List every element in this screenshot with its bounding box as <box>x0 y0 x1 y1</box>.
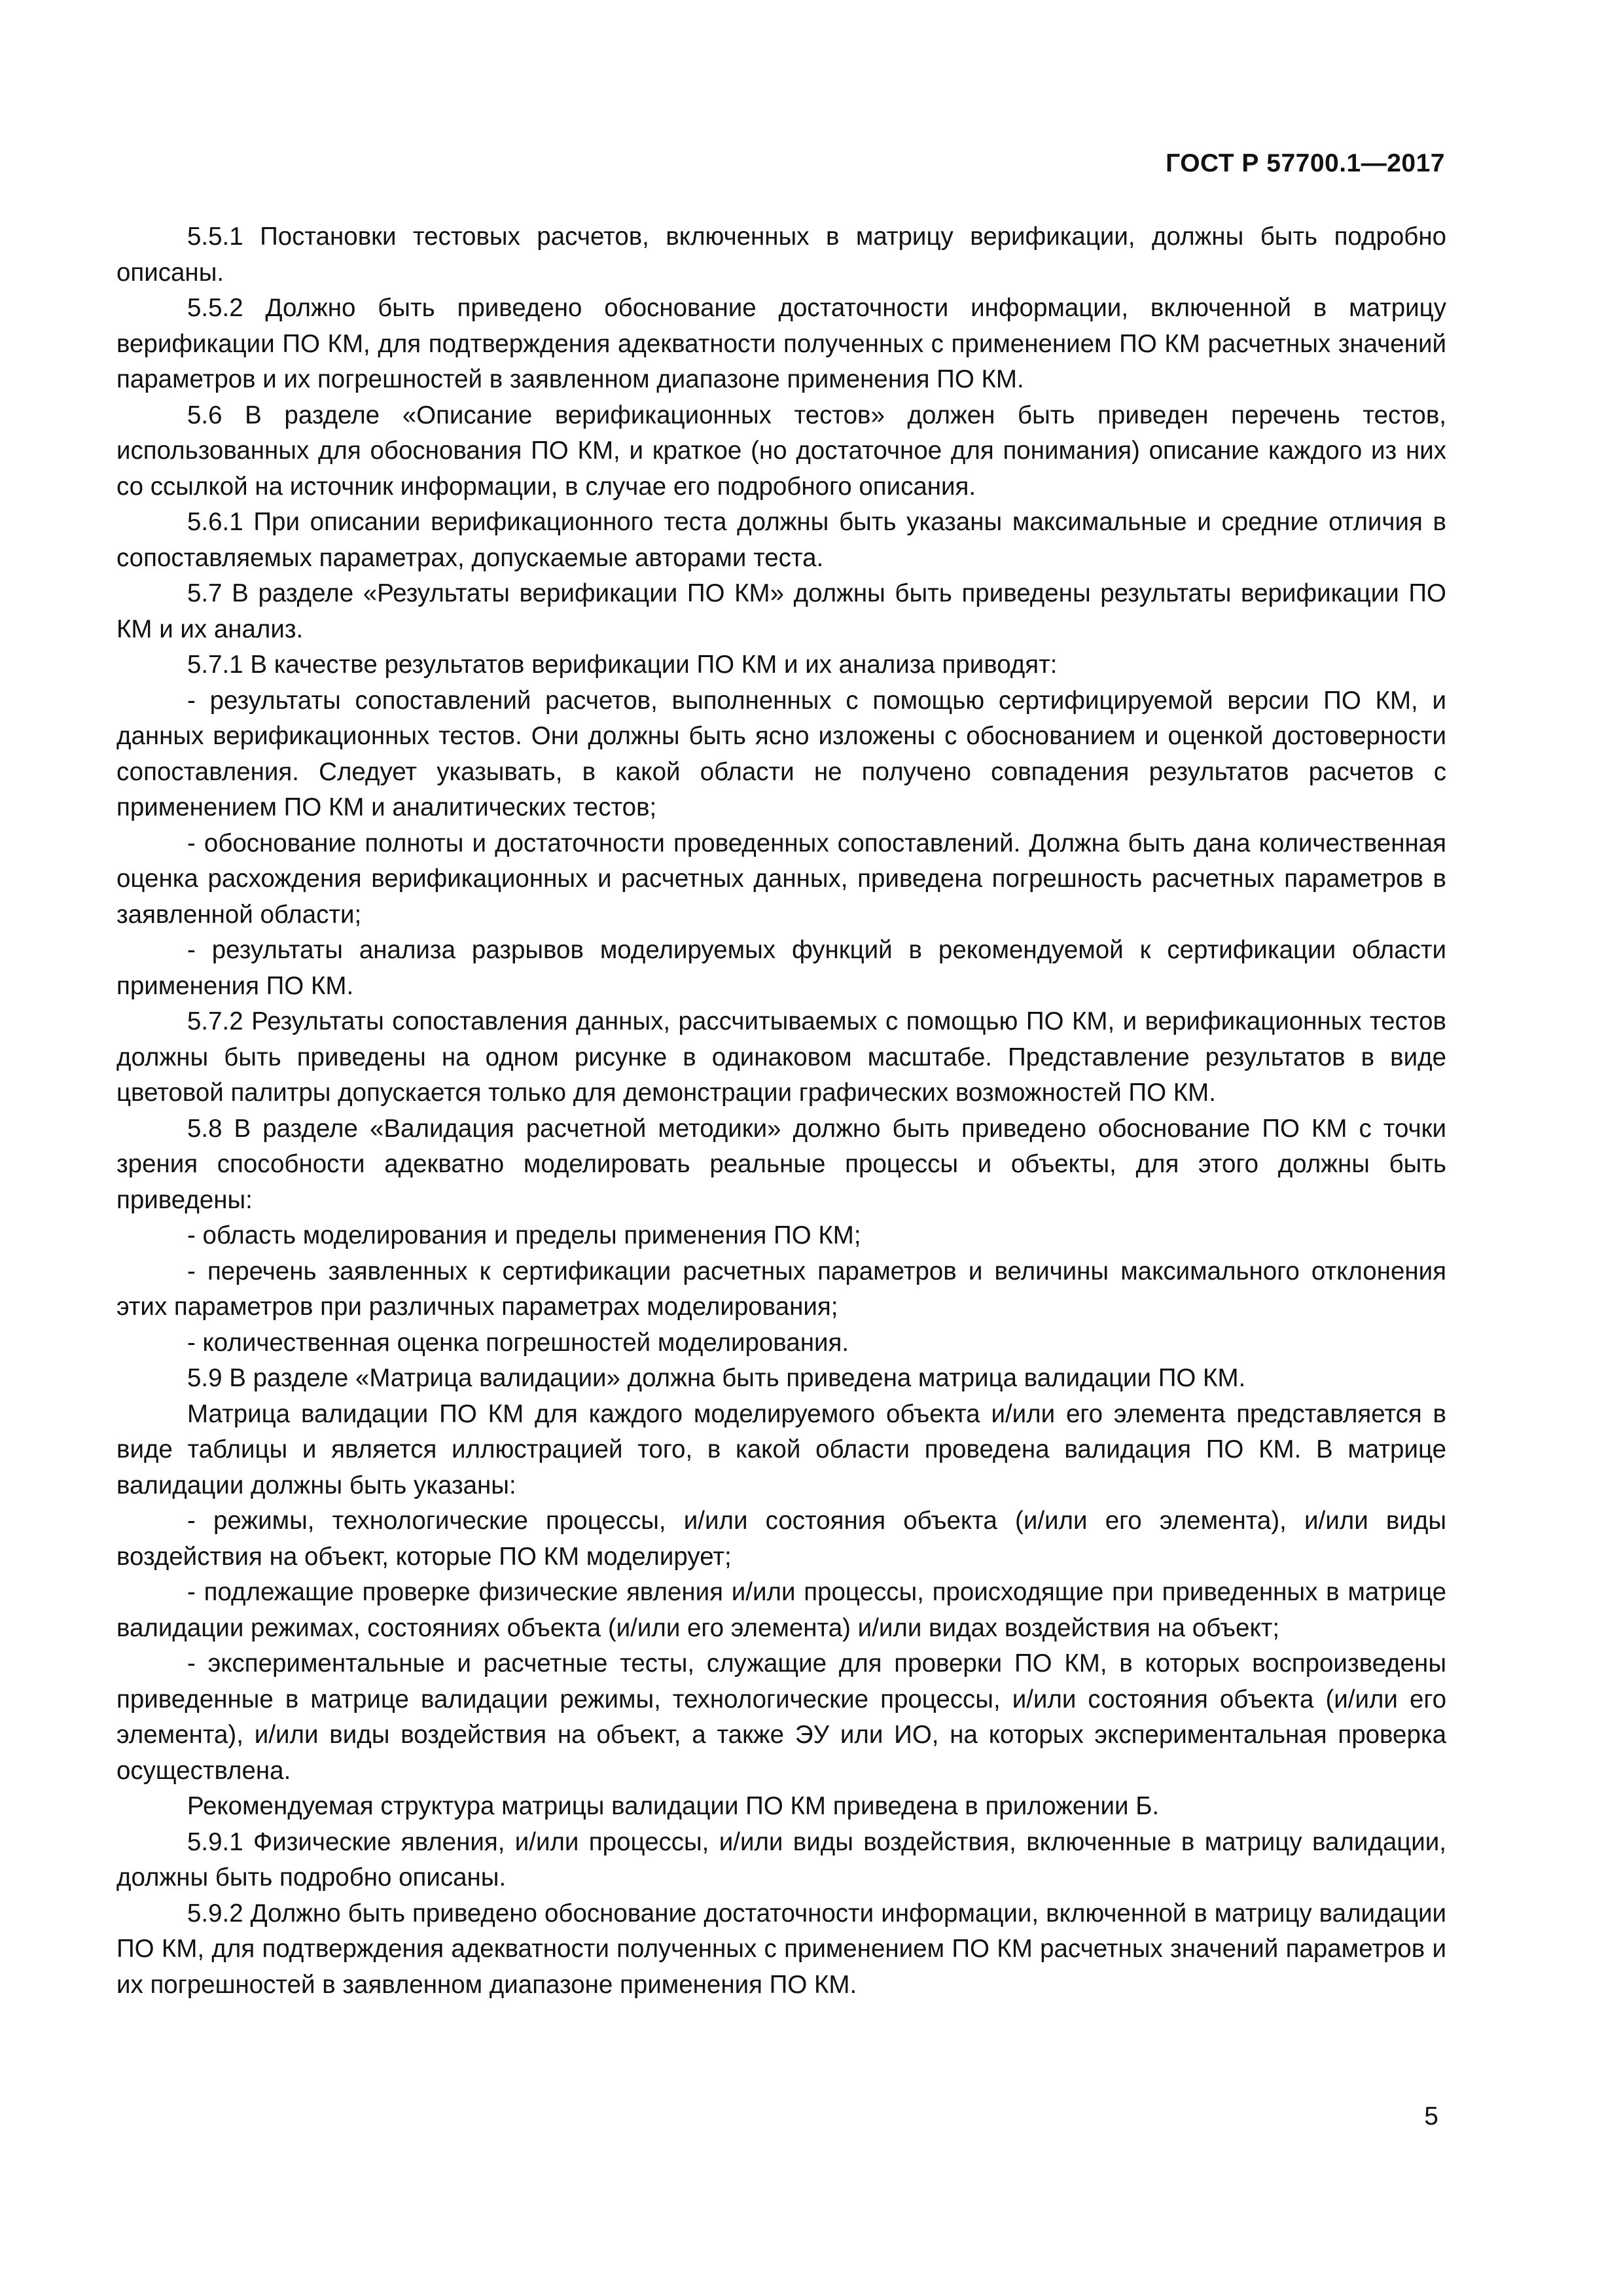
paragraph: 5.9.1 Физические явления, и/или процессы, и/или виды воздействия, включенные в матрицу валидации, должны быть подробно описаны. <box>116 1827 1446 1892</box>
paragraph: 5.9.2 Должно быть приведено обоснование достаточности информации, включенной в матрицу валидации ПО КМ, для подтверждения адекватности полученных с применением ПО КМ расчетных значений параметров и их погрешностей в заявленном диапазоне применения ПО КМ. <box>116 1899 1446 1999</box>
list-item: - перечень заявленных к сертификации расчетных параметров и величины максимального отклонения этих параметров при различных параметрах моделирования; <box>116 1257 1446 1321</box>
paragraph: Матрица валидации ПО КМ для каждого моделируемого объекта и/или его элемента представляется в виде таблицы и является иллюстрацией того, в какой области проведена валидация ПО КМ. В матрице валидации должны быть указаны: <box>116 1399 1446 1499</box>
document-body <box>116 219 1446 2003</box>
list-item: - количественная оценка погрешностей моделирования. <box>187 1328 849 1357</box>
paragraph: Рекомендуемая структура матрицы валидации ПО КМ приведена в приложении Б. <box>187 1792 1160 1820</box>
paragraph: 5.7 В разделе «Результаты верификации ПО КМ» должны быть приведены результаты верификации ПО КМ и их анализ. <box>116 579 1446 643</box>
paragraph: 5.7.1 В качестве результатов верификации ПО КМ и их анализа приводят: <box>187 651 1058 679</box>
paragraph: 5.8 В разделе «Валидация расчетной методики» должно быть приведено обоснование ПО КМ с точки зрения способности адекватно моделировать реальные процессы и объекты, для этого должны быть приведены: <box>116 1114 1446 1214</box>
paragraph: 5.6 В разделе «Описание верификационных тестов» должен быть приведен перечень тестов, использованных для обоснования ПО КМ, и краткое (но достаточное для понимания) описание каждого из них со ссылкой на источник информации, в случае его подробного описания. <box>116 401 1446 501</box>
list-item: - результаты анализа разрывов моделируемых функций в рекомендуемой к сертификации области применения ПО КМ. <box>116 936 1446 1000</box>
paragraph: 5.5.1 Постановки тестовых расчетов, включенных в матрицу верификации, должны быть подробно описаны. <box>116 223 1446 287</box>
paragraph: 5.6.1 При описании верификационного теста должны быть указаны максимальные и средние отличия в сопоставляемых параметрах, допускаемые авторами теста. <box>116 508 1446 572</box>
list-item: - режимы, технологические процессы, и/или состояния объекта (и/или его элемента), и/или виды воздействия на объект, которые ПО КМ моделирует; <box>116 1507 1446 1571</box>
paragraph: 5.7.2 Результаты сопоставления данных, рассчитываемых с помощью ПО КМ, и верификационных тестов должны быть приведены на одном рисунке в одинаковом масштабе. Представление результатов в виде цветовой палитры допускается только для демонстрации графических возможностей ПО КМ. <box>116 1007 1446 1107</box>
list-item: - подлежащие проверке физические явления и/или процессы, происходящие при приведенных в матрице валидации режимах, состояниях объекта (и/или его элемента) и/или видах воздействия на объект; <box>116 1578 1446 1642</box>
document-standard-code: ГОСТ Р 57700.1—2017 <box>1166 149 1445 177</box>
list-item: - обоснование полноты и достаточности проведенных сопоставлений. Должна быть дана количественная оценка расхождения верификационных и расчетных данных, приведена погрешность расчетных параметров в заявленной области; <box>116 829 1446 929</box>
list-item: - результаты сопоставлений расчетов, выполненных с помощью сертифицируемой версии ПО КМ, и данных верификационных тестов. Они должны быть ясно изложены с обоснованием и оценкой достоверности сопоставления. Следует указывать, в какой области не получено совпадения результатов расчетов с применением ПО КМ и аналитических тестов; <box>116 686 1446 821</box>
list-item: - экспериментальные и расчетные тесты, служащие для проверки ПО КМ, в которых воспроизведены приведенные в матрице валидации режимы, технологические процессы, и/или состояния объекта (и/или его элемента), и/или виды воздействия на объект, а также ЭУ или ИО, на которых экспериментальная проверка осуществлена. <box>116 1649 1446 1785</box>
paragraph: 5.9 В разделе «Матрица валидации» должна быть приведена матрица валидации ПО КМ. <box>187 1364 1246 1392</box>
list-item: - область моделирования и пределы применения ПО КМ; <box>187 1221 861 1249</box>
paragraph: 5.5.2 Должно быть приведено обоснование достаточности информации, включенной в матрицу верификации ПО КМ, для подтверждения адекватности полученных с применением ПО КМ расчетных значений параметров и их погрешностей в заявленном диапазоне применения ПО КМ. <box>116 294 1446 393</box>
page-number: 5 <box>1424 2102 1438 2130</box>
